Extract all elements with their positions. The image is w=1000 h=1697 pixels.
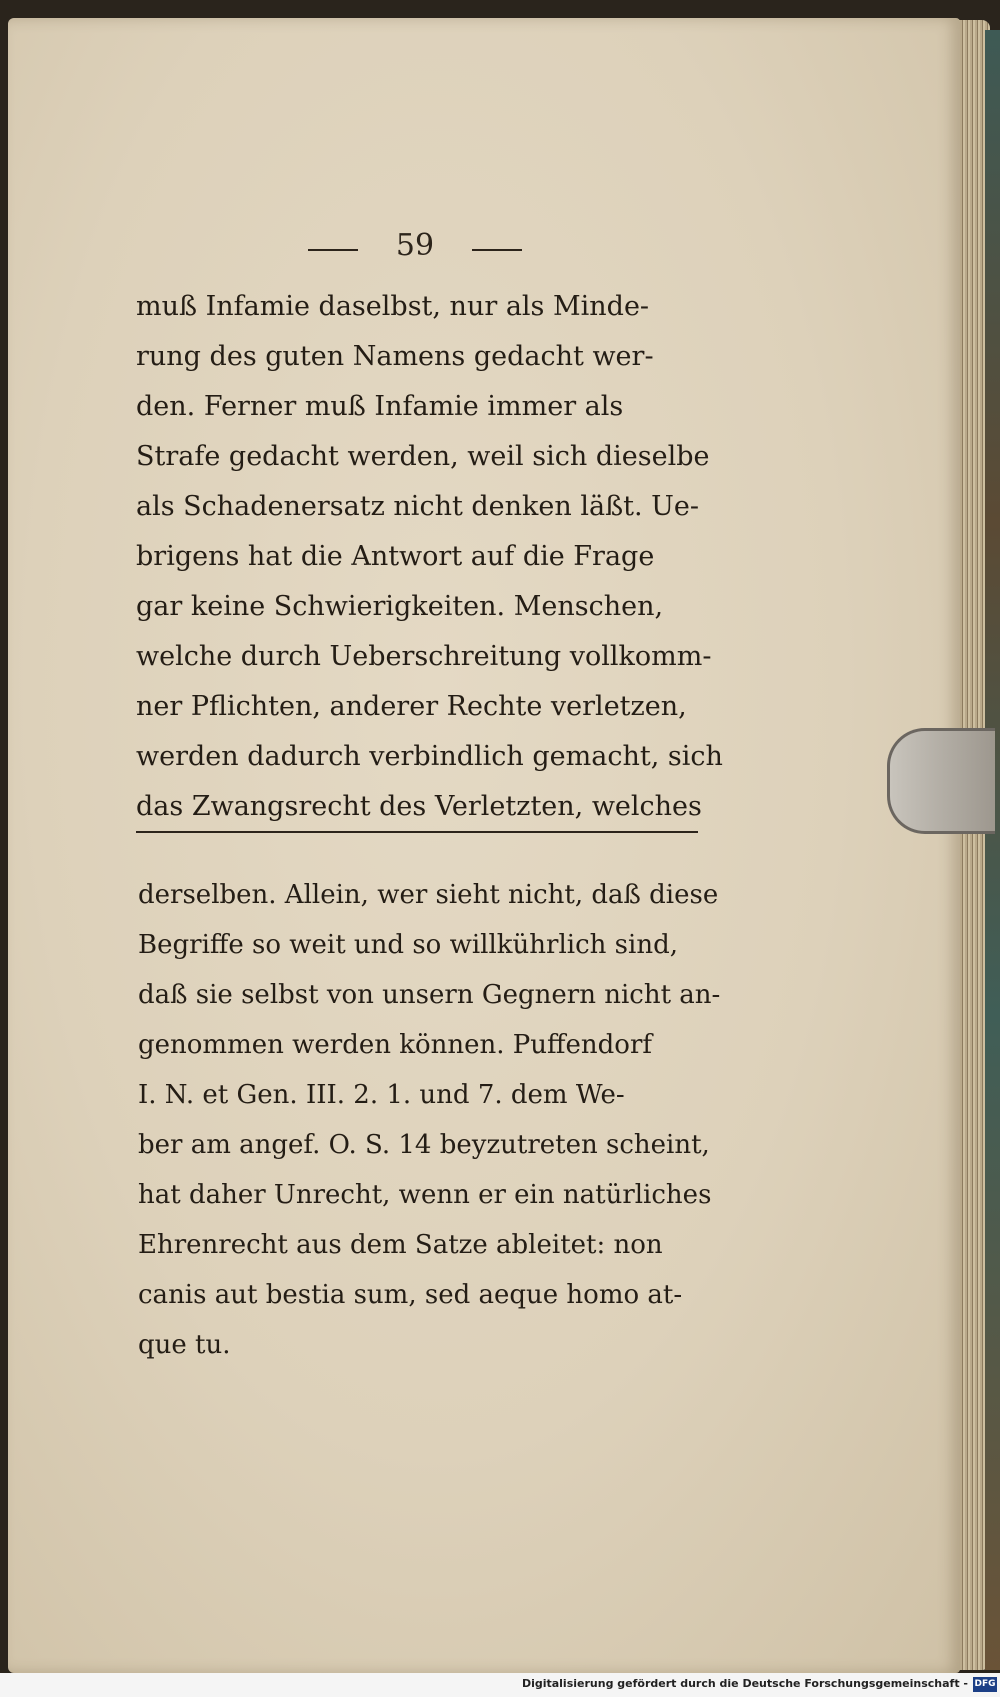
footnote-line: Begriffe so weit und so willkührlich sind, — [138, 930, 678, 960]
footnote-line: hat daher Unrecht, wenn er ein natürliches — [138, 1180, 712, 1210]
footnote-line: que tu. — [138, 1330, 231, 1360]
footnote-line: derselben. Allein, wer sieht nicht, daß diese — [138, 880, 719, 910]
body-line: das Zwangsrecht des Verletzten, welches — [136, 791, 702, 822]
dfg-logo-icon: DFG — [973, 1677, 997, 1692]
digitization-credit: Digitalisierung gefördert durch die Deutsche Forschungsgemeinschaft - — [521, 1677, 968, 1690]
body-text — [136, 282, 723, 832]
footnote-line: canis aut bestia sum, sed aeque homo at- — [138, 1280, 683, 1310]
body-line: muß Infamie daselbst, nur als Minde- — [136, 291, 650, 322]
body-line: gar keine Schwierigkeiten. Menschen, — [136, 591, 664, 622]
page-number-dash-right — [472, 249, 522, 251]
footnote-separator — [136, 831, 698, 833]
body-line: brigens hat die Antwort auf die Frage — [136, 541, 655, 572]
body-line: werden dadurch verbindlich gemacht, sich — [136, 741, 723, 772]
footnote-text — [138, 870, 721, 1370]
footnote-line: ber am angef. O. S. 14 beyzutreten scheint, — [138, 1130, 710, 1160]
body-line: ner Pflichten, anderer Rechte verletzen, — [136, 691, 687, 722]
body-line: welche durch Ueberschreitung vollkomm- — [136, 641, 712, 672]
body-line: als Schadenersatz nicht denken läßt. Ue- — [136, 491, 699, 522]
body-line: rung des guten Namens gedacht wer- — [136, 341, 654, 372]
page-number: 59 — [395, 228, 435, 263]
page-clip-tab — [887, 728, 995, 834]
body-line: den. Ferner muß Infamie immer als — [136, 391, 624, 422]
book-binding — [985, 30, 1000, 1670]
body-line: Strafe gedacht werden, weil sich dieselbe — [136, 441, 710, 472]
footnote-line: genommen werden können. Puffendorf — [138, 1030, 652, 1060]
footnote-line: daß sie selbst von unsern Gegnern nicht an- — [138, 980, 721, 1010]
footnote-line: Ehrenrecht aus dem Satze ableitet: non — [138, 1230, 663, 1260]
footnote-line: I. N. et Gen. III. 2. 1. und 7. dem We- — [138, 1080, 625, 1110]
